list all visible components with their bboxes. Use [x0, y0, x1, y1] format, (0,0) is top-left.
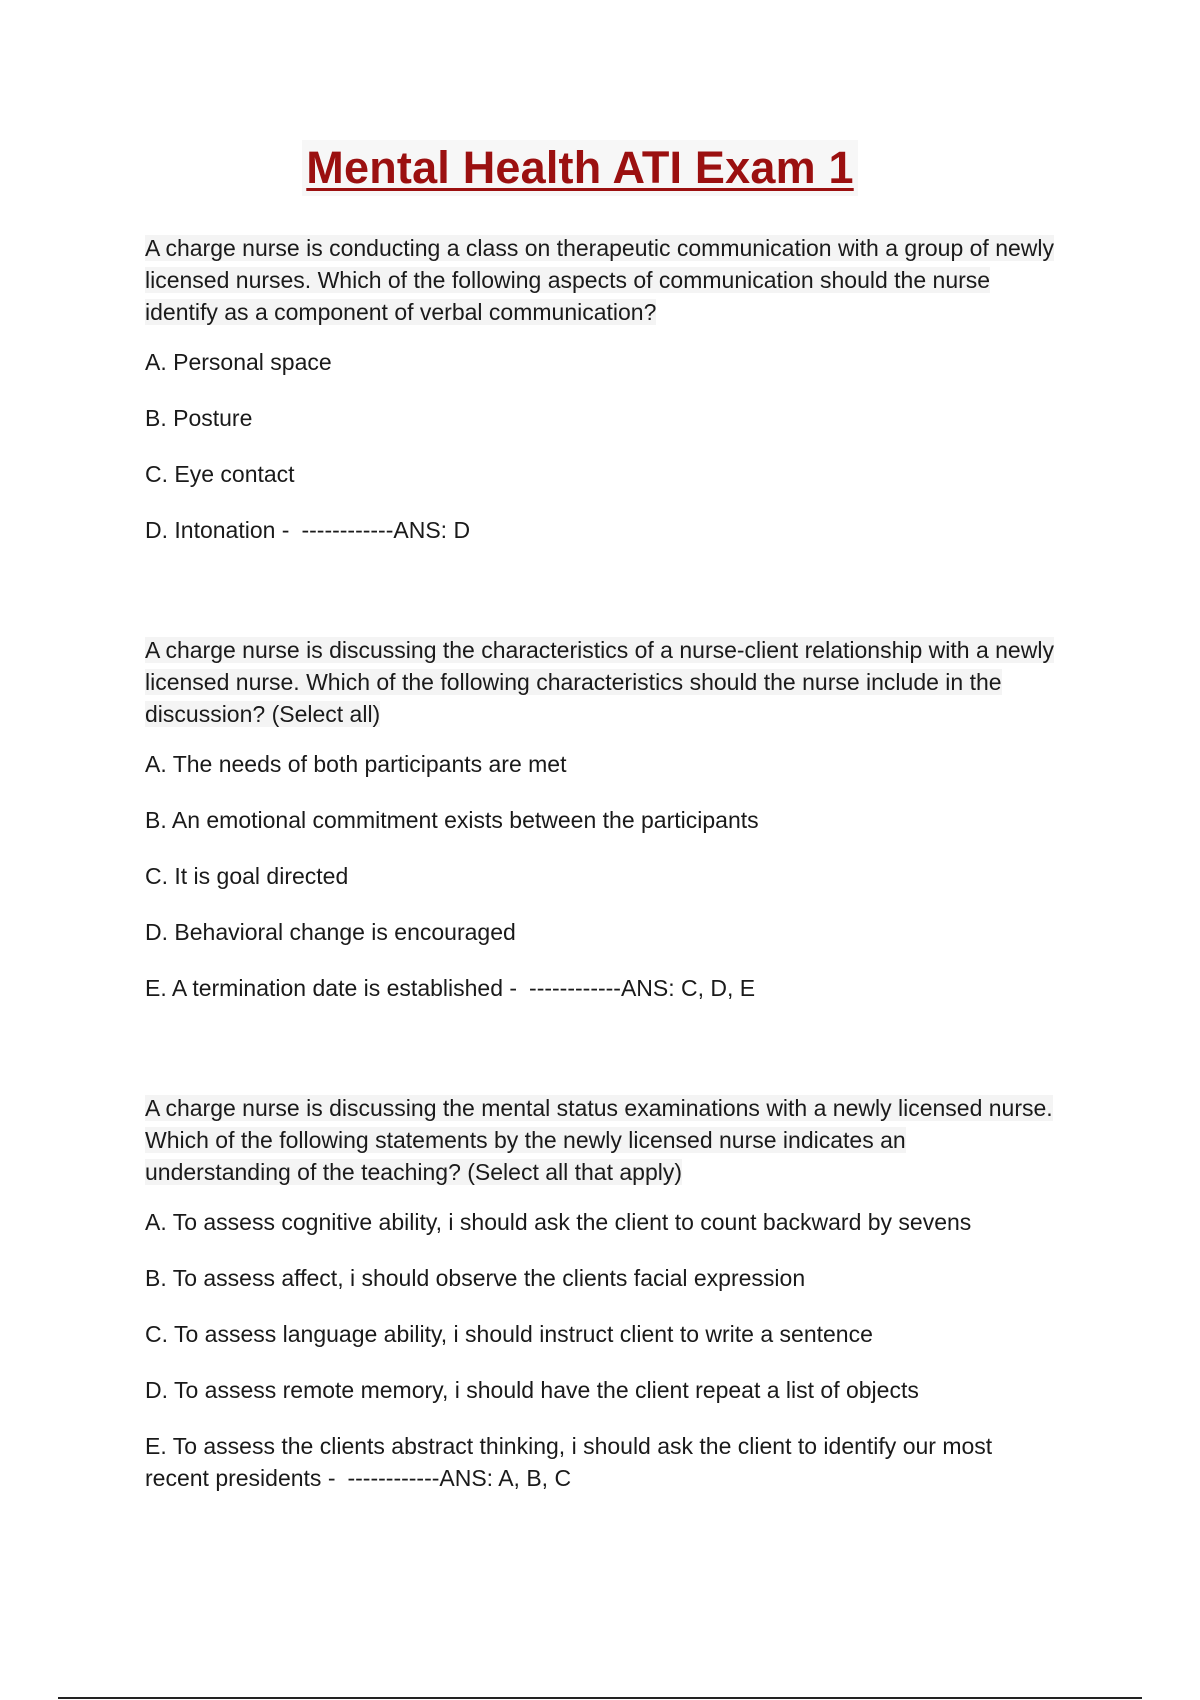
answer-option-last [145, 1430, 1055, 1494]
question-stem-text: A charge nurse is discussing the mental status examinations with a newly licensed nurse. Which of the following statements by the newly licensed nurse indicates an understanding of the teaching? (Select all that apply) [145, 1095, 1053, 1185]
answer-key: ------------ANS: A, B, C [347, 1465, 572, 1491]
answer-option: D. Behavioral change is encouraged [145, 919, 516, 945]
question-stem-text: A charge nurse is conducting a class on therapeutic communication with a group of newly licensed nurses. Which of the following aspects of communication should the nurse identify as a component of verbal communication? [145, 235, 1055, 325]
question-stem-text: A charge nurse is discussing the characteristics of a nurse-client relationship with a newly licensed nurse. Which of the following characteristics should the nurse include in the discussion? (Select all) [145, 637, 1054, 727]
answer-option: A. Personal space [145, 349, 332, 375]
title-wrap [0, 140, 1160, 196]
question-stem [145, 1092, 1055, 1188]
answer-option: C. Eye contact [145, 461, 295, 487]
answer-option-last [145, 514, 1055, 546]
answer-option: B. Posture [145, 405, 253, 431]
answer-option: C. To assess language ability, i should instruct client to write a sentence [145, 1321, 873, 1347]
answer-option-text: E. To assess the clients abstract thinking, i should ask the client to identify our most recent presidents - [145, 1433, 993, 1491]
question-1 [145, 232, 1055, 546]
spacer [145, 1028, 1055, 1092]
question-2 [145, 634, 1055, 1004]
question-list [145, 232, 1055, 1518]
answer-option: C. It is goal directed [145, 863, 349, 889]
answer-option-text: E. A termination date is established - [145, 975, 518, 1001]
answer-option: B. An emotional commitment exists between the participants [145, 807, 759, 833]
question-stem [145, 232, 1055, 328]
answer-key: ------------ANS: C, D, E [529, 975, 756, 1001]
document-title: Mental Health ATI Exam 1 [302, 140, 857, 196]
answer-option: D. To assess remote memory, i should have the client repeat a list of objects [145, 1377, 919, 1403]
answer-key: ------------ANS: D [301, 517, 471, 543]
answer-option-text: D. Intonation - [145, 517, 290, 543]
question-stem [145, 634, 1055, 730]
answer-option: A. To assess cognitive ability, i should ask the client to count backward by sevens [145, 1209, 972, 1235]
spacer [145, 570, 1055, 634]
answer-option-last [145, 972, 1055, 1004]
footer-divider [58, 1697, 1142, 1699]
answer-option: B. To assess affect, i should observe the clients facial expression [145, 1265, 806, 1291]
answer-option: A. The needs of both participants are met [145, 751, 567, 777]
question-3 [145, 1092, 1055, 1494]
